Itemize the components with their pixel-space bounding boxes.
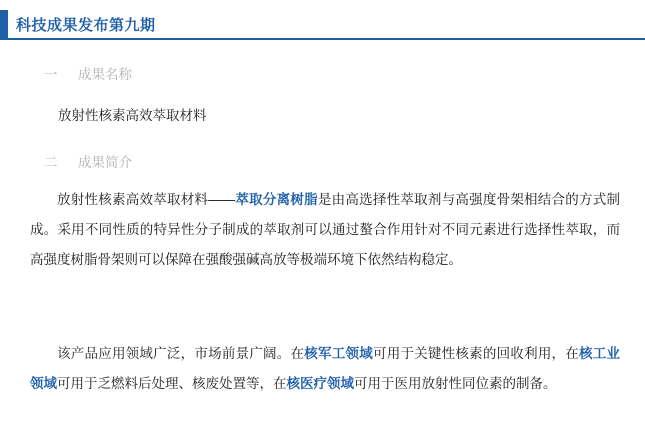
paragraph-2-text-b: 可用于关键性核素的回收利用，在 bbox=[372, 346, 580, 361]
paragraph-1-text-b: 是由高选择性萃取剂与高强度骨架相结合的方式制成。采用不同性质的特异性分子制成的萃取剂可以通过螯合作用针对不同元素进行选择性萃取，而高强度树脂骨架则可以保障在强酸强碱高放等极端环境下依然结构稳定。 bbox=[30, 192, 621, 267]
paragraph-2-text-c: 可用于乏燃料后处理、核废处置等，在 bbox=[57, 376, 287, 391]
result-name-value: 放射性核素高效萃取材料 bbox=[58, 108, 207, 123]
paragraph-2-text-d: 可用于医用放射性同位素的制备。 bbox=[354, 376, 557, 391]
page-title: 科技成果发布第九期 bbox=[16, 17, 156, 34]
header-divider bbox=[0, 38, 645, 40]
intro-paragraph-1 bbox=[30, 185, 620, 275]
intro-paragraph-2 bbox=[30, 339, 620, 399]
section-heading-2 bbox=[38, 151, 132, 171]
header-accent-bar bbox=[0, 10, 8, 38]
paragraph-1-text-a: 放射性核素高效萃取材料—— bbox=[57, 192, 236, 207]
document-header bbox=[0, 10, 645, 38]
paragraph-2-text-a: 该产品应用领域广泛，市场前景广阔。在 bbox=[57, 346, 305, 361]
section-1-number: 一 bbox=[44, 67, 58, 82]
section-2-number: 二 bbox=[44, 155, 58, 170]
section-2-label: 成果简介 bbox=[78, 155, 132, 170]
keyword-extraction-resin: 萃取分离树脂 bbox=[235, 192, 318, 207]
keyword-nuclear-military: 核军工领域 bbox=[304, 346, 373, 361]
section-heading-1 bbox=[38, 63, 132, 83]
section-1-label: 成果名称 bbox=[78, 67, 132, 82]
keyword-nuclear-medicine: 核医疗领域 bbox=[286, 376, 354, 391]
keyword-nuclear-industry: 核工业领域 bbox=[30, 346, 621, 391]
